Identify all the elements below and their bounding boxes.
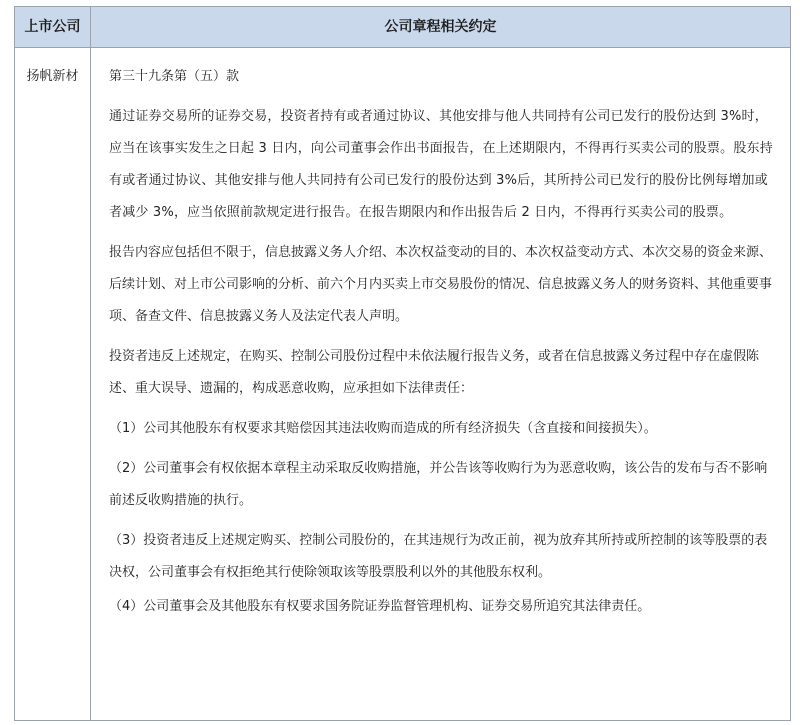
company-name-cell: 扬帆新材 [26,69,79,84]
provision-paragraph: 报告内容应包括但不限于，信息披露义务人介绍、本次权益变动的目的、本次权益变动方式、本次交易的资金来源、后续计划、对上市公司影响的分析、前六个月内买卖上市交易股份的情况、信息披露义务人的财务资料、其他重要事项、备查文件、信息披露义务人及法定代表人声明。 [109,245,773,324]
provisions-cell [109,61,774,623]
header-listed-company: 上市公司 [15,7,91,47]
liability-item: （2）公司董事会有权依据本章程主动采取反收购措施，并公告该等收购行为为恶意收购，该公告的发布与否不影响前述反收购措施的执行。 [109,461,768,508]
liability-item: （1）公司其他股东有权要求其赔偿因其违法收购而造成的所有经济损失（含直接和间接损失）。 [109,421,657,436]
header-charter-provisions: 公司章程相关约定 [384,19,497,35]
charter-table [14,6,791,721]
column-divider [90,47,91,720]
liability-item: （3）投资者违反上述规定购买、控制公司股份的，在其违规行为改正前，视为放弃其所持或所控制的该等股票的表决权，公司董事会有权拒绝其行使除领取该等股票股利以外的其他股东权利。 [109,533,768,580]
liability-item: （4）公司董事会及其他股东有权要求国务院证券监督管理机构、证券交易所追究其法律责任。 [109,599,651,614]
provision-paragraph: 投资者违反上述规定，在购买、控制公司股份过程中未依法履行报告义务，或者在信息披露义务过程中存在虚假陈述、重大误导、遗漏的，构成恶意收购，应承担如下法律责任： [109,349,760,396]
provision-paragraph: 通过证券交易所的证券交易，投资者持有或者通过协议、其他安排与他人共同持有公司已发行的股份达到 3%时，应当在该事实发生之日起 3 日内，向公司董事会作出书面报告，在上述期限内，不得再行买卖公司的股票。股东持有或者通过协议、其他安排与他人共同持有公司已发行的股份达到 3%后，其所持公司已发行的股份比例每增加或者减少 3%，应当依照前款规定进行报告。在报告期限内和作出报告后 2 日内，不得再行买卖公司的股票。 [109,109,773,220]
table-header [15,7,790,48]
article-reference: 第三十九条第（五）款 [109,69,240,84]
